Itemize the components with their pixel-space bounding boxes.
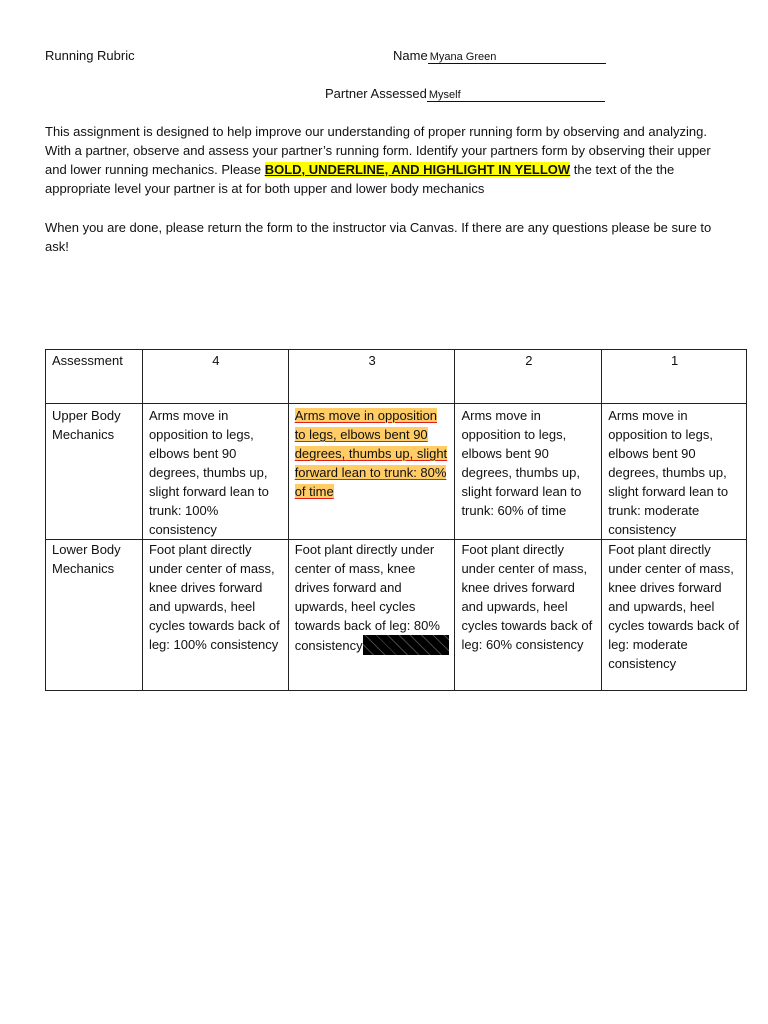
table-row-lower-body — [46, 540, 747, 691]
header-level-1: 1 — [602, 350, 747, 404]
table-row-upper-body — [46, 404, 747, 540]
table-header-row — [46, 350, 747, 404]
upper-level-2-cell: Arms move in opposition to legs, elbows bent 90 degrees, thumbs up, slight forward lean to trunk: 60% of time — [455, 404, 602, 540]
instructions-text-start: This assignment is designed to help improve our understanding of proper running form by observing and analyzing. With a partner, observe and assess your partner’s running form. Identify your partners form by observing their upper and lower running mechanics. Please — [45, 124, 711, 177]
lower-level-2-cell: Foot plant directly under center of mass, knee drives forward and upwards, heel cycles towards back of leg: 60% consistency — [455, 540, 602, 691]
document-title: Running Rubric — [45, 48, 135, 63]
lower-level-4-cell: Foot plant directly under center of mass, knee drives forward and upwards, heel cycles towards back of leg: 100% consistency — [142, 540, 288, 691]
lower-level-3-text: Foot plant directly under center of mass, knee drives forward and upwards, heel cycles towards back of leg: 80% consistency — [294, 542, 440, 653]
upper-level-3-cell — [288, 404, 455, 540]
row-label-lower-body: Lower Body Mechanics — [46, 540, 143, 691]
name-label: Name — [393, 48, 428, 63]
header-level-2: 2 — [455, 350, 602, 404]
redaction-mark — [363, 635, 449, 655]
partner-field — [325, 86, 605, 102]
return-instructions: When you are done, please return the form to the instructor via Canvas. If there are any questions please be sure to ask! — [45, 220, 712, 254]
instructions-paragraph — [45, 122, 735, 198]
partner-value[interactable]: Myself — [427, 89, 605, 102]
upper-level-1-cell: Arms move in opposition to legs, elbows bent 90 degrees, thumbs up, slight forward lean to trunk: moderate consistency — [602, 404, 747, 540]
lower-level-3-cell — [288, 540, 455, 691]
lower-level-1-cell: Foot plant directly under center of mass, knee drives forward and upwards, heel cycles towards back of leg: moderate consistency — [602, 540, 747, 691]
rubric-table — [45, 349, 747, 691]
upper-level-4-cell: Arms move in opposition to legs, elbows bent 90 degrees, thumbs up, slight forward lean to trunk: 100% consistency — [142, 404, 288, 540]
partner-label: Partner Assessed — [325, 86, 427, 101]
row-label-upper-body: Upper Body Mechanics — [46, 404, 143, 540]
instructions-text-end: the text of the the appropriate level your partner is at for both upper and lower body mechanics — [45, 162, 675, 196]
header-level-3: 3 — [288, 350, 455, 404]
upper-level-3-highlighted-text: Arms move in opposition to legs, elbows bent 90 degrees, thumbs up, slight forward lean to trunk: 80% of time — [294, 408, 448, 499]
instructions-emphasis: BOLD, UNDERLINE, AND HIGHLIGHT IN YELLOW — [264, 162, 571, 177]
header-level-4: 4 — [142, 350, 288, 404]
name-field — [393, 48, 606, 64]
name-value[interactable]: Myana Green — [428, 51, 606, 64]
header-assessment: Assessment — [46, 350, 143, 404]
